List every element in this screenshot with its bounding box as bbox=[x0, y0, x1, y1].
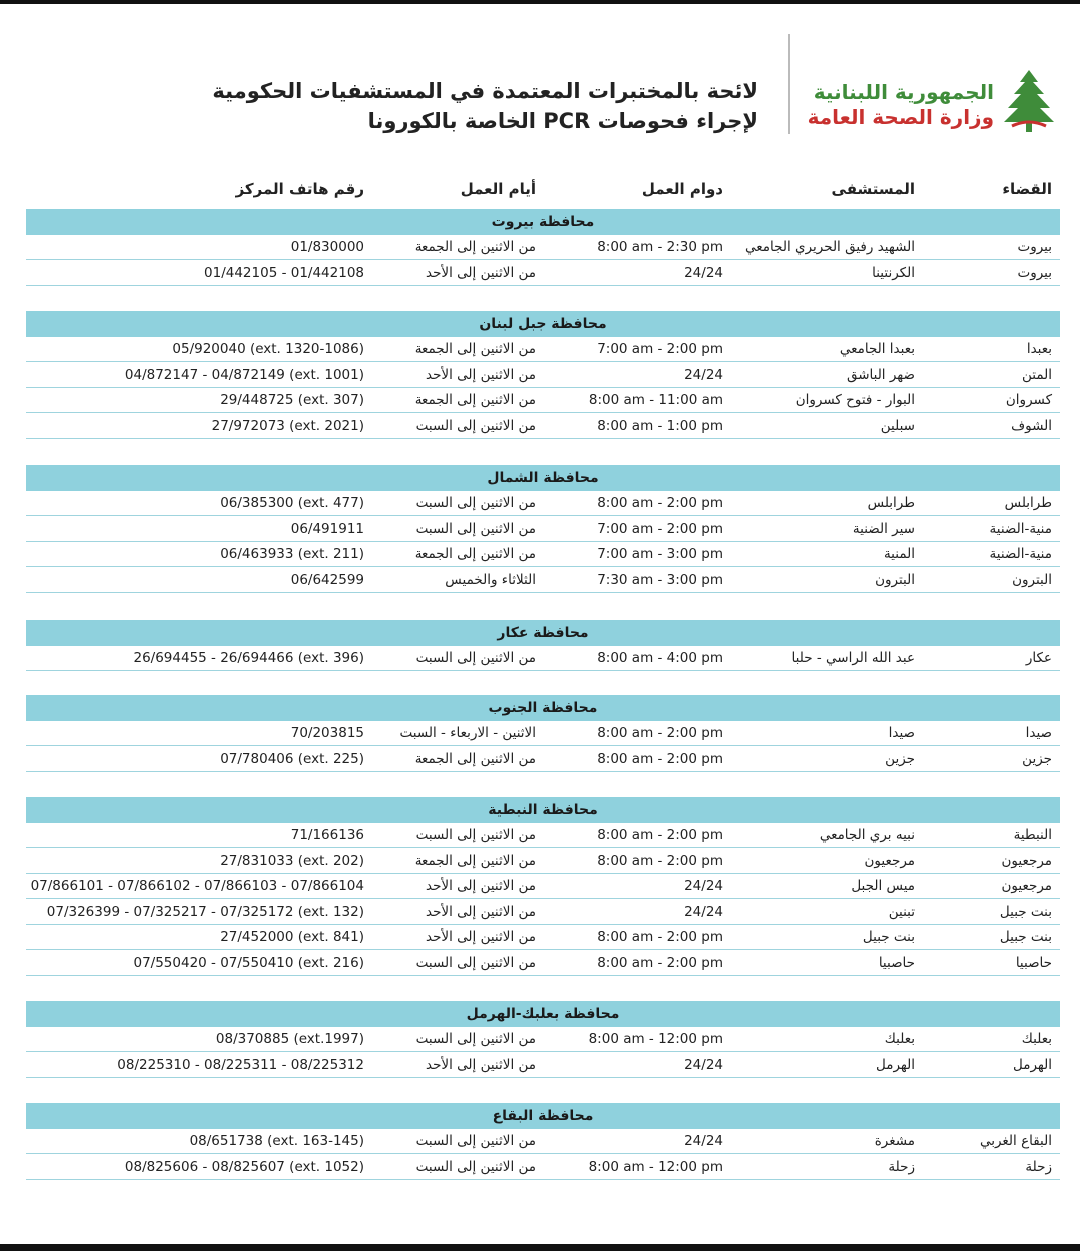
cedar-icon bbox=[998, 68, 1060, 134]
phone-cell: 29/448725 (ext. 307) bbox=[220, 392, 364, 408]
days-cell: من الاثنين إلى السبت bbox=[415, 954, 536, 971]
phone-cell: 07/780406 (ext. 225) bbox=[220, 750, 364, 767]
phone-cell: 01/830000 bbox=[290, 239, 364, 255]
ministry-name bbox=[808, 80, 994, 130]
ministry-logo-block bbox=[807, 68, 1060, 138]
table-row bbox=[26, 337, 1060, 362]
days-cell: من الاثنين إلى الأحد bbox=[425, 264, 536, 281]
column-header-hospital: المستشفى bbox=[831, 180, 915, 198]
phone-cell: 71/166136 bbox=[290, 827, 364, 843]
district-cell: الهرمل bbox=[1013, 1056, 1052, 1073]
hours-cell: 8:00 am - 2:00 pm bbox=[597, 827, 723, 843]
hours-cell: 7:00 am - 3:00 pm bbox=[597, 546, 723, 562]
phone-cell: 05/920040 (ext. 1320-1086) bbox=[172, 341, 364, 357]
phone-cell: 07/326399 - 07/325217 - 07/325172 (ext. 132) bbox=[46, 903, 364, 920]
ministry-line2: وزارة الصحة العامة bbox=[807, 105, 994, 129]
district-cell: البقاع الغربي bbox=[979, 1133, 1052, 1149]
table-row bbox=[26, 900, 1060, 925]
district-cell: مرجعيون bbox=[1001, 852, 1052, 869]
phone-cell: 27/452000 (ext. 841) bbox=[220, 929, 364, 945]
hospital-cell: زحلة bbox=[888, 1158, 915, 1175]
days-cell: من الاثنين إلى الأحد bbox=[425, 903, 536, 920]
hours-cell: 24/24 bbox=[684, 1133, 723, 1149]
days-cell: من الاثنين إلى الجمعة bbox=[414, 546, 536, 562]
hospital-cell: ميس الجبل bbox=[851, 878, 915, 894]
days-cell: من الاثنين إلى السبت bbox=[415, 417, 536, 434]
days-cell: من الاثنين إلى الأحد bbox=[425, 1056, 536, 1073]
district-cell: كسروان bbox=[1005, 392, 1052, 408]
days-cell: من الاثنين إلى السبت bbox=[415, 1133, 536, 1149]
table-row bbox=[26, 1155, 1060, 1180]
district-cell: الشوف bbox=[1011, 417, 1052, 434]
hospital-cell: البوار - فتوح كسروان bbox=[795, 392, 915, 408]
title-line2: لإجراء فحوصات PCR الخاصة بالكورونا bbox=[367, 109, 758, 133]
phone-cell: 01/442105 - 01/442108 bbox=[204, 264, 364, 281]
hours-cell: 24/24 bbox=[684, 264, 723, 281]
district-cell: طرابلس bbox=[1004, 495, 1052, 511]
table-row bbox=[26, 388, 1060, 413]
hours-cell: 8:00 am - 2:00 pm bbox=[597, 495, 723, 511]
hours-cell: 8:00 am - 2:00 pm bbox=[597, 750, 723, 767]
hours-cell: 8:00 am - 1:00 pm bbox=[597, 417, 723, 434]
table-row bbox=[26, 925, 1060, 950]
column-header-hours: دوام العمل bbox=[641, 180, 723, 198]
table-row bbox=[26, 363, 1060, 388]
ministry-line1: الجمهورية اللبنانية bbox=[813, 80, 994, 104]
title-line1: لائحة بالمختبرات المعتمدة في المستشفيات الحكومية bbox=[212, 79, 758, 103]
phone-cell: 27/972073 (ext. 2021) bbox=[211, 417, 364, 434]
hours-cell: 8:00 am - 2:00 pm bbox=[597, 725, 723, 741]
days-cell: الثلاثاء والخميس bbox=[445, 571, 536, 588]
hospital-cell: سير الضنية bbox=[852, 520, 915, 537]
hospital-cell: مرجعيون bbox=[864, 852, 915, 869]
table-row bbox=[26, 874, 1060, 899]
section-header: محافظة بعلبك-الهرمل bbox=[26, 1001, 1060, 1027]
hours-cell: 24/24 bbox=[684, 1056, 723, 1073]
table-row bbox=[26, 1129, 1060, 1154]
column-header-district: القضاء bbox=[1002, 180, 1052, 198]
hospital-cell: البترون bbox=[875, 571, 915, 588]
phone-cell: 08/825606 - 08/825607 (ext. 1052) bbox=[124, 1158, 364, 1175]
phone-cell: 06/385300 (ext. 477) bbox=[220, 495, 364, 511]
phone-cell: 08/651738 (ext. 163-145) bbox=[189, 1133, 364, 1149]
phone-cell: 08/225310 - 08/225311 - 08/225312 bbox=[117, 1056, 364, 1073]
days-cell: من الاثنين إلى السبت bbox=[415, 1031, 536, 1047]
district-cell: جزين bbox=[1022, 750, 1052, 767]
table-row bbox=[26, 951, 1060, 976]
days-cell: من الاثنين إلى الجمعة bbox=[414, 852, 536, 869]
hospital-cell: حاصبيا bbox=[878, 954, 915, 971]
table-row bbox=[26, 721, 1060, 746]
table-row bbox=[26, 568, 1060, 593]
hours-cell: 8:00 am - 4:00 pm bbox=[597, 650, 723, 666]
hours-cell: 8:00 am - 11:00 am bbox=[588, 392, 723, 408]
hospital-cell: بنت جبيل bbox=[862, 929, 915, 945]
phone-cell: 70/203815 bbox=[290, 725, 364, 741]
phone-cell: 08/370885 (ext.1997) bbox=[215, 1031, 364, 1047]
bottom-border bbox=[0, 1244, 1080, 1251]
district-cell: بنت جبيل bbox=[999, 929, 1052, 945]
district-cell: بعلبك bbox=[1021, 1031, 1052, 1047]
table-row bbox=[26, 849, 1060, 874]
header-divider bbox=[788, 34, 790, 134]
page-header bbox=[0, 0, 1080, 133]
hours-cell: 8:00 am - 12:00 pm bbox=[588, 1158, 723, 1175]
hospital-cell: الهرمل bbox=[876, 1056, 915, 1073]
district-cell: مرجعيون bbox=[1001, 878, 1052, 894]
section-header: محافظة الشمال bbox=[26, 465, 1060, 491]
days-cell: من الاثنين إلى السبت bbox=[415, 495, 536, 511]
hospital-cell: ضهر الباشق bbox=[846, 366, 915, 383]
days-cell: الاثنين - الاربعاء - السبت bbox=[399, 725, 536, 741]
district-cell: النبطية bbox=[1013, 827, 1052, 843]
hospital-cell: الكرنتينا bbox=[872, 264, 915, 281]
hospital-cell: المنية bbox=[883, 546, 915, 562]
hours-cell: 8:00 am - 2:00 pm bbox=[597, 852, 723, 869]
days-cell: من الاثنين إلى الجمعة bbox=[414, 341, 536, 357]
hours-cell: 8:00 am - 2:00 pm bbox=[597, 954, 723, 971]
phone-cell: 27/831033 (ext. 202) bbox=[220, 852, 364, 869]
days-cell: من الاثنين إلى السبت bbox=[415, 650, 536, 666]
table-row bbox=[26, 1053, 1060, 1078]
district-cell: حاصبيا bbox=[1015, 954, 1052, 971]
table-row bbox=[26, 823, 1060, 848]
hours-cell: 7:00 am - 2:00 pm bbox=[597, 341, 723, 357]
district-cell: عكار bbox=[1025, 650, 1052, 666]
phone-cell: 07/866101 - 07/866102 - 07/866103 - 07/866104 bbox=[30, 878, 364, 894]
hours-cell: 7:00 am - 2:00 pm bbox=[597, 520, 723, 537]
hospital-cell: تبنين bbox=[888, 903, 915, 920]
hours-cell: 7:30 am - 3:00 pm bbox=[597, 571, 723, 588]
district-cell: منية-الضنية bbox=[989, 520, 1052, 537]
district-cell: بيروت bbox=[1017, 264, 1052, 281]
hours-cell: 24/24 bbox=[684, 878, 723, 894]
phone-cell: 06/491911 bbox=[290, 520, 364, 537]
days-cell: من الاثنين إلى السبت bbox=[415, 520, 536, 537]
table-row bbox=[26, 261, 1060, 286]
table-row bbox=[26, 517, 1060, 542]
hours-cell: 8:00 am - 12:00 pm bbox=[588, 1031, 723, 1047]
table-row bbox=[26, 491, 1060, 516]
hospital-cell: طرابلس bbox=[867, 495, 915, 511]
table-row bbox=[26, 747, 1060, 772]
district-cell: منية-الضنية bbox=[989, 546, 1052, 562]
days-cell: من الاثنين إلى السبت bbox=[415, 827, 536, 843]
phone-cell: 04/872147 - 04/872149 (ext. 1001) bbox=[124, 366, 364, 383]
hours-cell: 8:00 am - 2:00 pm bbox=[597, 929, 723, 945]
district-cell: البترون bbox=[1012, 571, 1052, 588]
hours-cell: 24/24 bbox=[684, 366, 723, 383]
table-row bbox=[26, 646, 1060, 671]
hours-cell: 24/24 bbox=[684, 903, 723, 920]
document-title bbox=[212, 76, 758, 136]
section-header: محافظة بيروت bbox=[26, 209, 1060, 235]
hospital-cell: الشهيد رفيق الحريري الجامعي bbox=[745, 239, 915, 255]
hospital-cell: نبيه بري الجامعي bbox=[819, 827, 915, 843]
section-header: محافظة البقاع bbox=[26, 1103, 1060, 1129]
hours-cell: 8:00 am - 2:30 pm bbox=[597, 239, 723, 255]
section-header: محافظة عكار bbox=[26, 620, 1060, 646]
days-cell: من الاثنين إلى الأحد bbox=[425, 366, 536, 383]
phone-cell: 06/642599 bbox=[290, 571, 364, 588]
hospital-cell: سبلين bbox=[880, 417, 915, 434]
days-cell: من الاثنين إلى الجمعة bbox=[414, 239, 536, 255]
section-header: محافظة جبل لبنان bbox=[26, 311, 1060, 337]
table-row bbox=[26, 542, 1060, 567]
table-row bbox=[26, 235, 1060, 260]
district-cell: بعبدا bbox=[1026, 341, 1052, 357]
district-cell: المتن bbox=[1021, 366, 1052, 383]
section-header: محافظة الجنوب bbox=[26, 695, 1060, 721]
district-cell: بنت جبيل bbox=[999, 903, 1052, 920]
district-cell: صيدا bbox=[1025, 725, 1052, 741]
days-cell: من الاثنين إلى الجمعة bbox=[414, 750, 536, 767]
days-cell: من الاثنين إلى الأحد bbox=[425, 878, 536, 894]
table-row bbox=[26, 414, 1060, 439]
table-row bbox=[26, 1027, 1060, 1052]
phone-cell: 06/463933 (ext. 211) bbox=[220, 546, 364, 562]
phone-cell: 26/694455 - 26/694466 (ext. 396) bbox=[133, 650, 364, 666]
hospital-cell: مشغرة bbox=[874, 1133, 915, 1149]
hospital-cell: صيدا bbox=[888, 725, 915, 741]
days-cell: من الاثنين إلى الأحد bbox=[425, 929, 536, 945]
days-cell: من الاثنين إلى السبت bbox=[415, 1158, 536, 1175]
hospital-cell: عبد الله الراسي - حلبا bbox=[791, 650, 915, 666]
hospital-cell: بعلبك bbox=[884, 1031, 915, 1047]
hospital-cell: جزين bbox=[885, 750, 915, 767]
district-cell: بيروت bbox=[1017, 239, 1052, 255]
days-cell: من الاثنين إلى الجمعة bbox=[414, 392, 536, 408]
phone-cell: 07/550420 - 07/550410 (ext. 216) bbox=[133, 954, 364, 971]
column-header-phone: رقم هاتف المركز bbox=[235, 180, 364, 198]
column-header-days: أيام العمل bbox=[460, 180, 536, 198]
district-cell: زحلة bbox=[1025, 1158, 1052, 1175]
section-header: محافظة النبطية bbox=[26, 797, 1060, 823]
hospital-cell: بعبدا الجامعي bbox=[839, 341, 915, 357]
